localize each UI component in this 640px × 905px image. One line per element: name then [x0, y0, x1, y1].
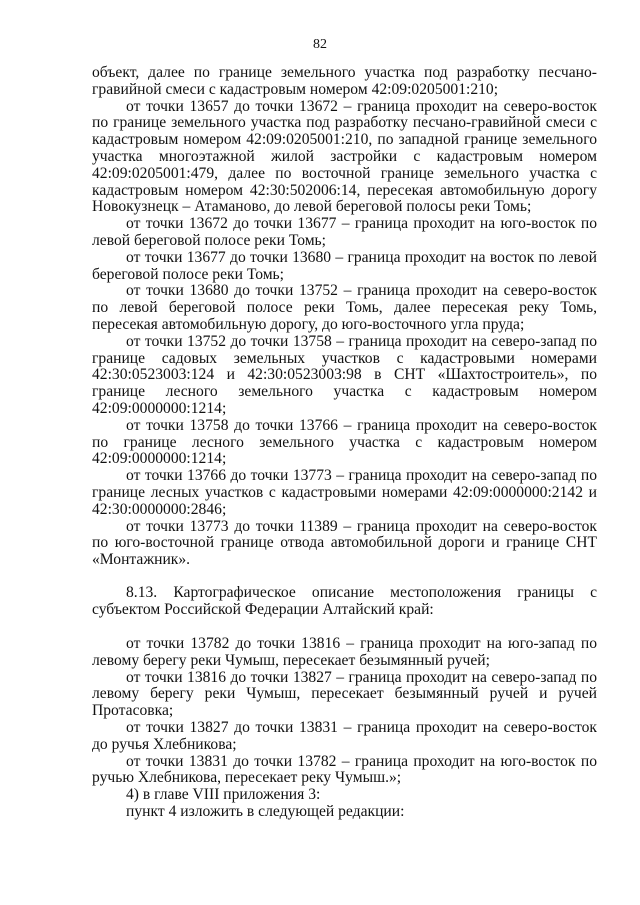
paragraph: от точки 13831 до точки 13782 – граница проходит на юго-восток по ручью Хлебникова, пересекает реку Чумыш.»;: [92, 752, 597, 787]
paragraph: от точки 13816 до точки 13827 – граница проходит на северо-запад по левому берегу реки Чумыш, пересекает безымянный ручей и ручей Протасовка;: [92, 668, 597, 720]
altai-boundary-block: [92, 636, 597, 821]
paragraph: от точки 13766 до точки 13773 – граница проходит на северо-запад по границе лесных участков с кадастровыми номерами 42:09:0000000:2142 и 42:30:0000000:2846;: [92, 467, 597, 518]
paragraph: от точки 13657 до точки 13672 – граница проходит на северо-восток по границе земельного участка под разработку песчано-гравийной смеси с кадастровым номером 42:09:0205001:210, по западной границе земельного участка многоэтажной жилой застройки с кадастровым номером 42:09:0205001:479, далее по восточной границе земельного участка с кадастровым номером 42:30:502006:14, пересекая автомобильную дорогу Новокузнецк – Атаманово, до левой береговой полосы реки Томь;: [92, 97, 597, 216]
paragraph: пункт 4 изложить в следующей редакции:: [126, 802, 405, 820]
page-number: 82: [313, 37, 327, 52]
paragraph: от точки 13680 до точки 13752 – граница проходит на северо-восток по левой береговой полосе реки Томь, далее пересекая реку Томь, пересекая автомобильную дорогу, до юго-восточного угла пруда;: [92, 282, 597, 333]
paragraph: от точки 13827 до точки 13831 – граница проходит на северо-восток до ручья Хлебникова;: [92, 718, 597, 753]
boundary-description-block: [92, 65, 597, 569]
paragraph: от точки 13773 до точки 11389 – граница проходит на северо-восток по юго-восточной границе отвода автомобильной дороги и границе СНТ «Монтажник».: [92, 517, 597, 569]
paragraph: объект, далее по границе земельного участка под разработку песчано-гравийной смеси с кадастровым номером 42:09:0205001:210;: [92, 64, 597, 98]
paragraph: от точки 13758 до точки 13766 – граница проходит на северо-восток по границе лесного земельного участка с кадастровым номером 42:09:0000000:1214;: [92, 416, 597, 468]
section-heading: 8.13. Картографическое описание местоположения границы с субъектом Российской Федерации Алтайский край:: [92, 584, 597, 618]
paragraph: от точки 13672 до точки 13677 – граница проходит на юго-восток по левой береговой полосе реки Томь;: [92, 215, 597, 249]
paragraph: от точки 13677 до точки 13680 – граница проходит на восток по левой береговой полосе реки Томь;: [92, 248, 597, 283]
paragraph: 4) в главе VIII приложения 3:: [126, 786, 321, 804]
paragraph: от точки 13782 до точки 13816 – граница проходит на юго-запад по левому берегу реки Чумыш, пересекает безымянный ручей;: [92, 635, 597, 669]
paragraph: от точки 13752 до точки 13758 – граница проходит на северо-запад по границе садовых земельных участков с кадастровыми номерами 42:30:0523003:124 и 42:30:0523003:98 в СНТ «Шахтостроитель», по границе лесного земельного участка с кадастровым номером 42:09:0000000:1214;: [92, 332, 597, 417]
section-heading-block: [92, 585, 597, 619]
